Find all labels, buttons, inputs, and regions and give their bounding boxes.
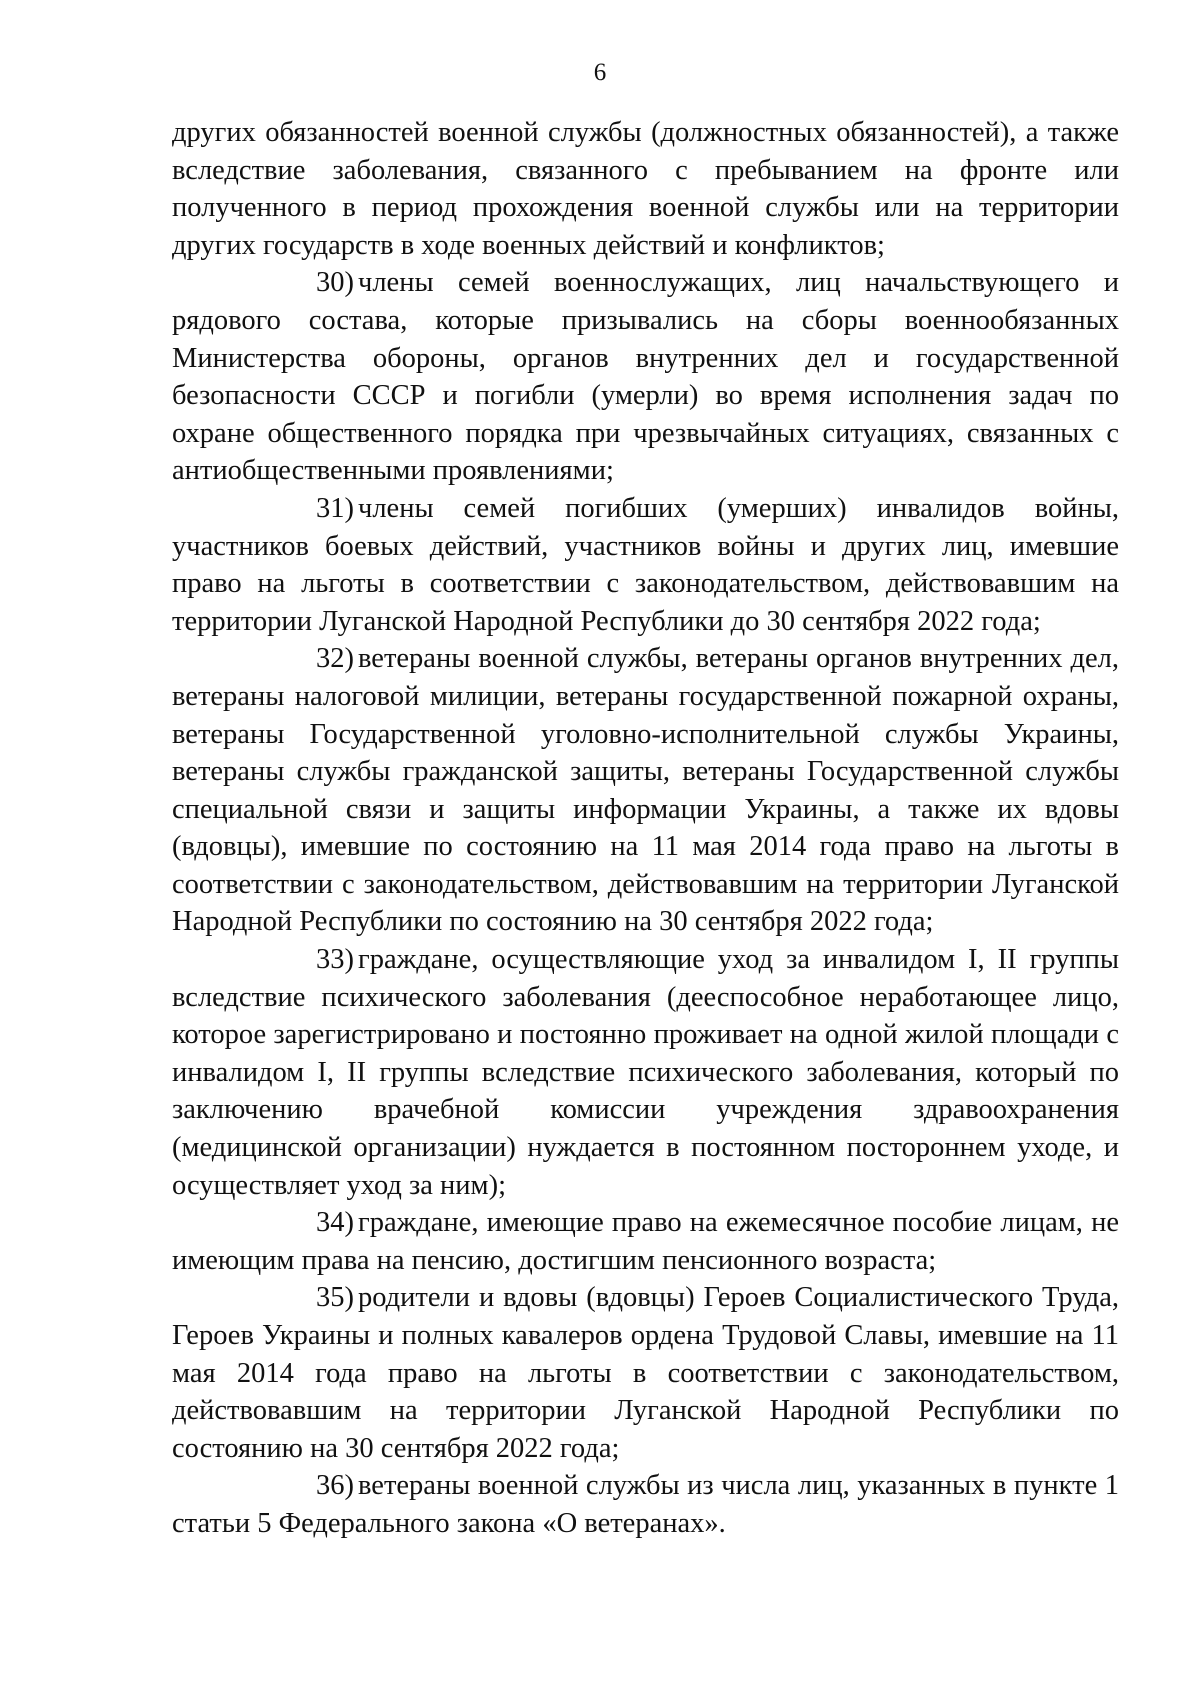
item-number: 31) [316, 492, 354, 524]
list-item-30 [172, 264, 1119, 490]
item-text: родители и вдовы (вдовцы) Героев Социалистического Труда, Героев Украины и полных кавалеров ордена Трудовой Славы, имевшие на 11 мая 2014 года право на льготы в соответствии с законодательством, действовавшим на территории Луганской Народной Республики по состоянию на 30 сентября 2022 года; [172, 1282, 1119, 1464]
item-number: 32) [316, 643, 354, 675]
item-number: 30) [316, 267, 354, 299]
item-text: граждане, имеющие право на ежемесячное пособие лицам, не имеющим права на пенсию, достигшим пенсионного возраста; [172, 1207, 1119, 1276]
item-text: ветераны военной службы из числа лиц, указанных в пункте 1 статьи 5 Федерального закона «О ветеранах». [172, 1470, 1119, 1539]
item-text: ветераны военной службы, ветераны органов внутренних дел, ветераны налоговой милиции, ветераны государственной пожарной охраны, ветераны Государственной уголовно-исполнительной службы Украины, ветераны службы гражданской защиты, ветераны Государственной службы специальной связи и защиты информации Украины, а также их вдовы (вдовцы), имевшие по состоянию на 11 мая 2014 года право на льготы в соответствии с законодательством, действовавшим на территории Луганской Народной Республики по состоянию на 30 сентября 2022 года; [172, 643, 1119, 938]
list-item-34 [172, 1204, 1119, 1279]
document-body [172, 114, 1119, 1543]
page-number: 6 [593, 59, 607, 86]
list-item-33 [172, 941, 1119, 1204]
item-text: члены семей военнослужащих, лиц начальствующего и рядового состава, которые призывались на сборы военнообязанных Министерства обороны, органов внутренних дел и государственной безопасности СССР и погибли (умерли) во время исполнения задач по охране общественного порядка при чрезвычайных ситуациях, связанных с антиобщественными проявлениями; [172, 267, 1119, 487]
list-item-32 [172, 640, 1119, 941]
item-number: 33) [316, 944, 354, 976]
list-item-31 [172, 490, 1119, 640]
item-number: 34) [316, 1207, 354, 1239]
list-item-35 [172, 1279, 1119, 1467]
item-text: члены семей погибших (умерших) инвалидов войны, участников боевых действий, участников войны и других лиц, имевшие право на льготы в соответствии с законодательством, действовавшим на территории Луганской Народной Республики до 30 сентября 2022 года; [172, 492, 1119, 637]
item-number: 35) [316, 1282, 354, 1314]
item-text: граждане, осуществляющие уход за инвалидом I, II группы вследствие психического заболевания (дееспособное неработающее лицо, которое зарегистрировано и постоянно проживает на одной жилой площади с инвалидом I, II группы вследствие психического заболевания, который по заключению врачебной комиссии учреждения здравоохранения (медицинской организации) нуждается в постоянном постороннем уходе, и осуществляет уход за ним); [172, 944, 1119, 1201]
continuation-paragraph: других обязанностей военной службы (должностных обязанностей), а также вследствие заболевания, связанного с пребыванием на фронте или полученного в период прохождения военной службы или на территории других государств в ходе военных действий и конфликтов; [172, 117, 1119, 261]
item-number: 36) [316, 1470, 354, 1502]
list-item-36 [172, 1467, 1119, 1542]
